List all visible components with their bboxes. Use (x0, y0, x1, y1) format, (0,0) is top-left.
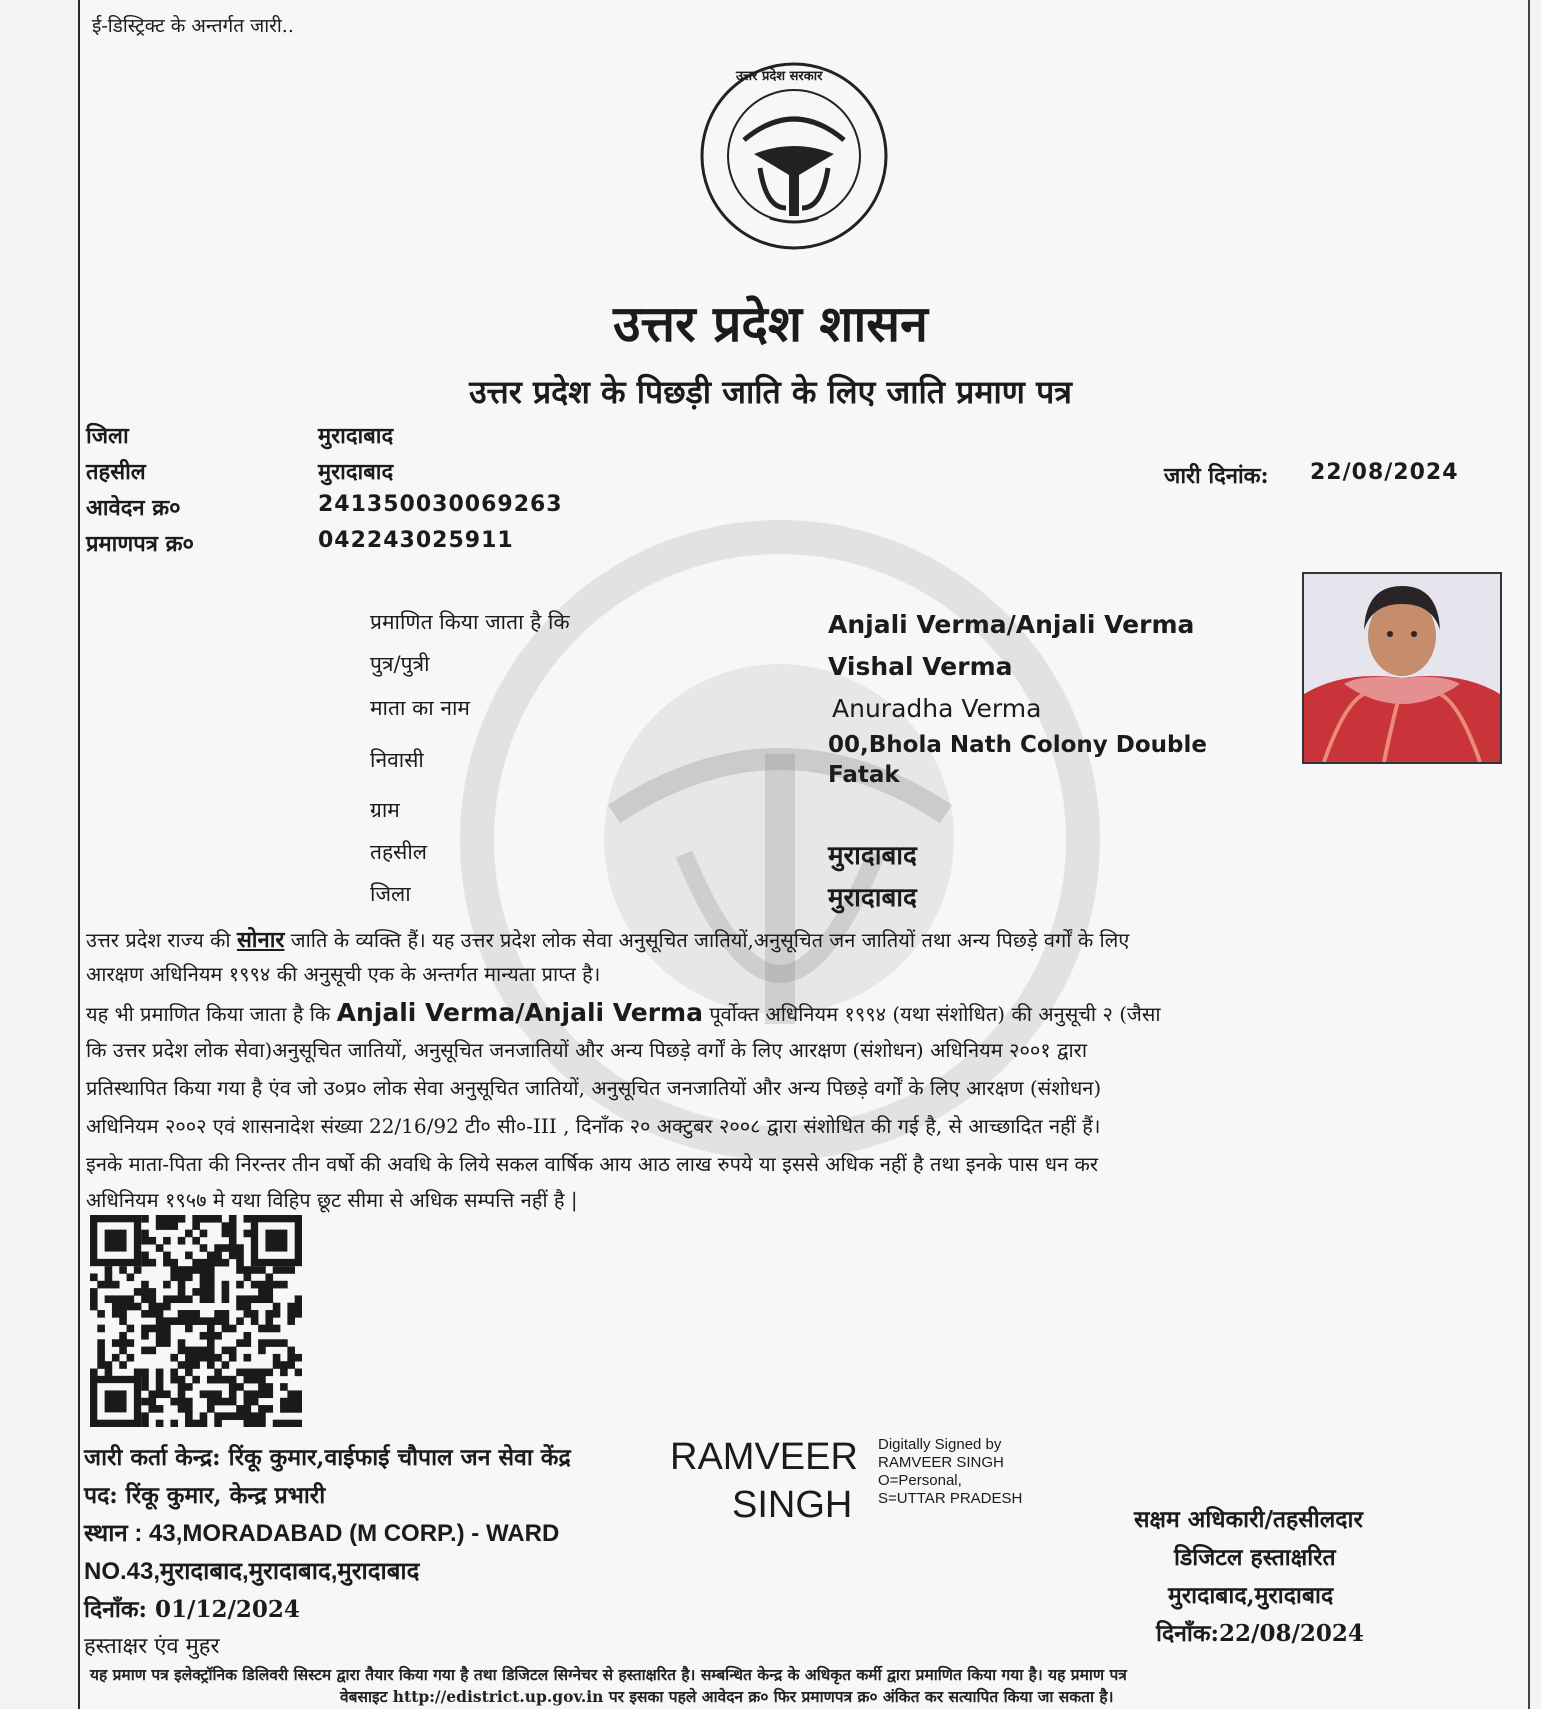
issuer-post: पद: रिंकू कुमार, केन्द्र प्रभारी (84, 1482, 326, 1509)
issuer-place-line-2: NO.43,मुरादाबाद,मुरादाबाद,मुरादाबाद (84, 1558, 420, 1585)
issuer-place-line-1: स्थान : 43,MORADABAD (M CORP.) - WARD (84, 1520, 560, 1547)
tehsil-value: मुरादाबाद (828, 841, 917, 871)
caste-name: सोनार (236, 927, 285, 953)
verification-footnote: यह प्रमाण पत्र इलेक्ट्रॉनिक डिलिवरी सिस्टम द्वारा तैयार किया गया है तथा डिजिटल सिग्नेचर से हस्ताक्षरित है। सम्बन्धित केन्द्र के अधिकृत कर्मी द्वारा प्रमाणित किया गया है। यह प्रमाण पत्र वेबसाइट http://edistrict.up.gov.in पर इसका पहले आवेदन क्र० फिर प्रमाणपत्र क्र० अंकित कर सत्यापित किया जा सकता है। (90, 1665, 1127, 1706)
exclusion-person-name: Anjali Verma/Anjali Verma (336, 998, 703, 1027)
qr-code-graphic (90, 1215, 302, 1427)
sign-and-seal-label: हस्ताक्षर एंव मुहर (84, 1634, 220, 1659)
up-government-emblem (696, 58, 892, 254)
officer-title: सक्षम अधिकारी/तहसीलदार (1134, 1506, 1363, 1533)
person-name: Anjali Verma/Anjali Verma (828, 610, 1195, 639)
income-line-1: इनके माता-पिता की निरन्तर तीन वर्षो की अवधि के लिये सकल वार्षिक आय आठ लाख रुपये या इससे अधिक नहीं है तथा इनके पास धन कर (86, 1152, 1099, 1176)
income-line-2: अधिनियम १९५७ मे यथा विहिप छूट सीमा से अधिक सम्पत्ति नहीं है | (86, 1188, 578, 1212)
meta-certificate-number: 042243025911 (318, 528, 514, 553)
meta-tehsil-value: मुरादाबाद (318, 459, 394, 485)
government-title: उत्तर प्रदेश शासन (613, 294, 928, 353)
applicant-photo (1302, 572, 1502, 764)
meta-tehsil-label: तहसील (86, 459, 146, 485)
digital-signature-details: Digitally Signed by RAMVEER SINGH O=Personal, S=UTTAR PRADESH (878, 1436, 1023, 1507)
signer-name-line-1: RAMVEER (670, 1436, 858, 1478)
meta-application-label: आवेदन क्र० (86, 495, 181, 521)
officer-date: दिनाँक:22/08/2024 (1156, 1620, 1364, 1647)
exclusion-line-4: अधिनियम २००२ एवं शासनादेश संख्या 22/16/92 टी० सी०-III , दिनाँक २० अक्टुबर २००८ द्वारा संशोधित की गई है, से आच्छादित नहीं हैं। (86, 1114, 1101, 1138)
emblem-label: उत्तर प्रदेश सरकार (736, 69, 823, 84)
tehsil-label: तहसील (370, 840, 427, 864)
e-district-note: ई-डिस्ट्रिक्ट के अन्तर्गत जारी.. (92, 15, 294, 37)
meta-application-number: 241350030069263 (318, 492, 563, 517)
officer-digitally-signed: डिजिटल हस्ताक्षरित (1174, 1544, 1336, 1571)
issue-date: 22/08/2024 (1310, 460, 1459, 485)
meta-certificate-label: प्रमाणपत्र क्र० (86, 531, 194, 557)
district-value: मुरादाबाद (828, 883, 917, 913)
exclusion-line-1: यह भी प्रमाणित किया जाता है कि Anjali Verma/Anjali Verma पूर्वोक्त अधिनियम १९९४ (यथा संशोधित) की अनुसूची २ (जैसा (86, 998, 1161, 1027)
issuing-center: जारी कर्ता केन्द्र: रिंकू कुमार,वाईफाई चौपाल जन सेवा केंद्र (84, 1444, 571, 1471)
officer-place: मुरादाबाद,मुरादाबाद (1168, 1582, 1334, 1609)
signer-name-line-2: SINGH (732, 1484, 853, 1526)
caste-statement-line-2: आरक्षण अधिनियम १९९४ की अनुसूची एक के अन्तर्गत मान्यता प्राप्त है। (86, 962, 601, 986)
exclusion-line-3: प्रतिस्थापित किया गया है एंव जो उ०प्र० लोक सेवा अनुसूचित जातियों, अनुसूचित जनजातियों और अन्य पिछड़े वर्गों के लिए आरक्षण (संशोधन) (86, 1076, 1102, 1100)
certificate-title: उत्तर प्रदेश के पिछड़ी जाति के लिए जाति प्रमाण पत्र (469, 373, 1072, 411)
resident-label: निवासी (370, 748, 424, 772)
address-line-2: Fatak (828, 762, 900, 788)
mother-name: Anuradha Verma (832, 694, 1042, 723)
caste-statement-line-1: उत्तर प्रदेश राज्य की सोनार जाति के व्यक्ति हैं। यह उत्तर प्रदेश लोक सेवा अनुसूचित जातियों,अनुसूचित जन जातियों तथा अन्य पिछड़े वर्गों के लिए (86, 927, 1130, 953)
address-line-1: 00,Bhola Nath Colony Double (828, 732, 1207, 758)
exclusion-line-2: कि उत्तर प्रदेश लोक सेवा)अनुसूचित जातियों, अनुसूचित जनजातियों और अन्य पिछड़े वर्गों के लिए आरक्षण (संशोधन) अधिनियम २००१ द्वारा (86, 1038, 1088, 1062)
mother-label: माता का नाम (370, 696, 470, 720)
meta-district-label: जिला (86, 423, 129, 449)
village-label: ग्राम (370, 798, 400, 822)
issuer-date: दिनाँक: 01/12/2024 (84, 1596, 300, 1623)
child-of-label: पुत्र/पुत्री (370, 652, 430, 676)
verification-qr-code[interactable] (90, 1215, 302, 1427)
certified-label: प्रमाणित किया जाता है कि (370, 610, 570, 634)
meta-district-value: मुरादाबाद (318, 423, 394, 449)
issue-date-label: जारी दिनांक: (1164, 463, 1269, 489)
district-label: जिला (370, 882, 411, 906)
father-name: Vishal Verma (828, 652, 1013, 681)
